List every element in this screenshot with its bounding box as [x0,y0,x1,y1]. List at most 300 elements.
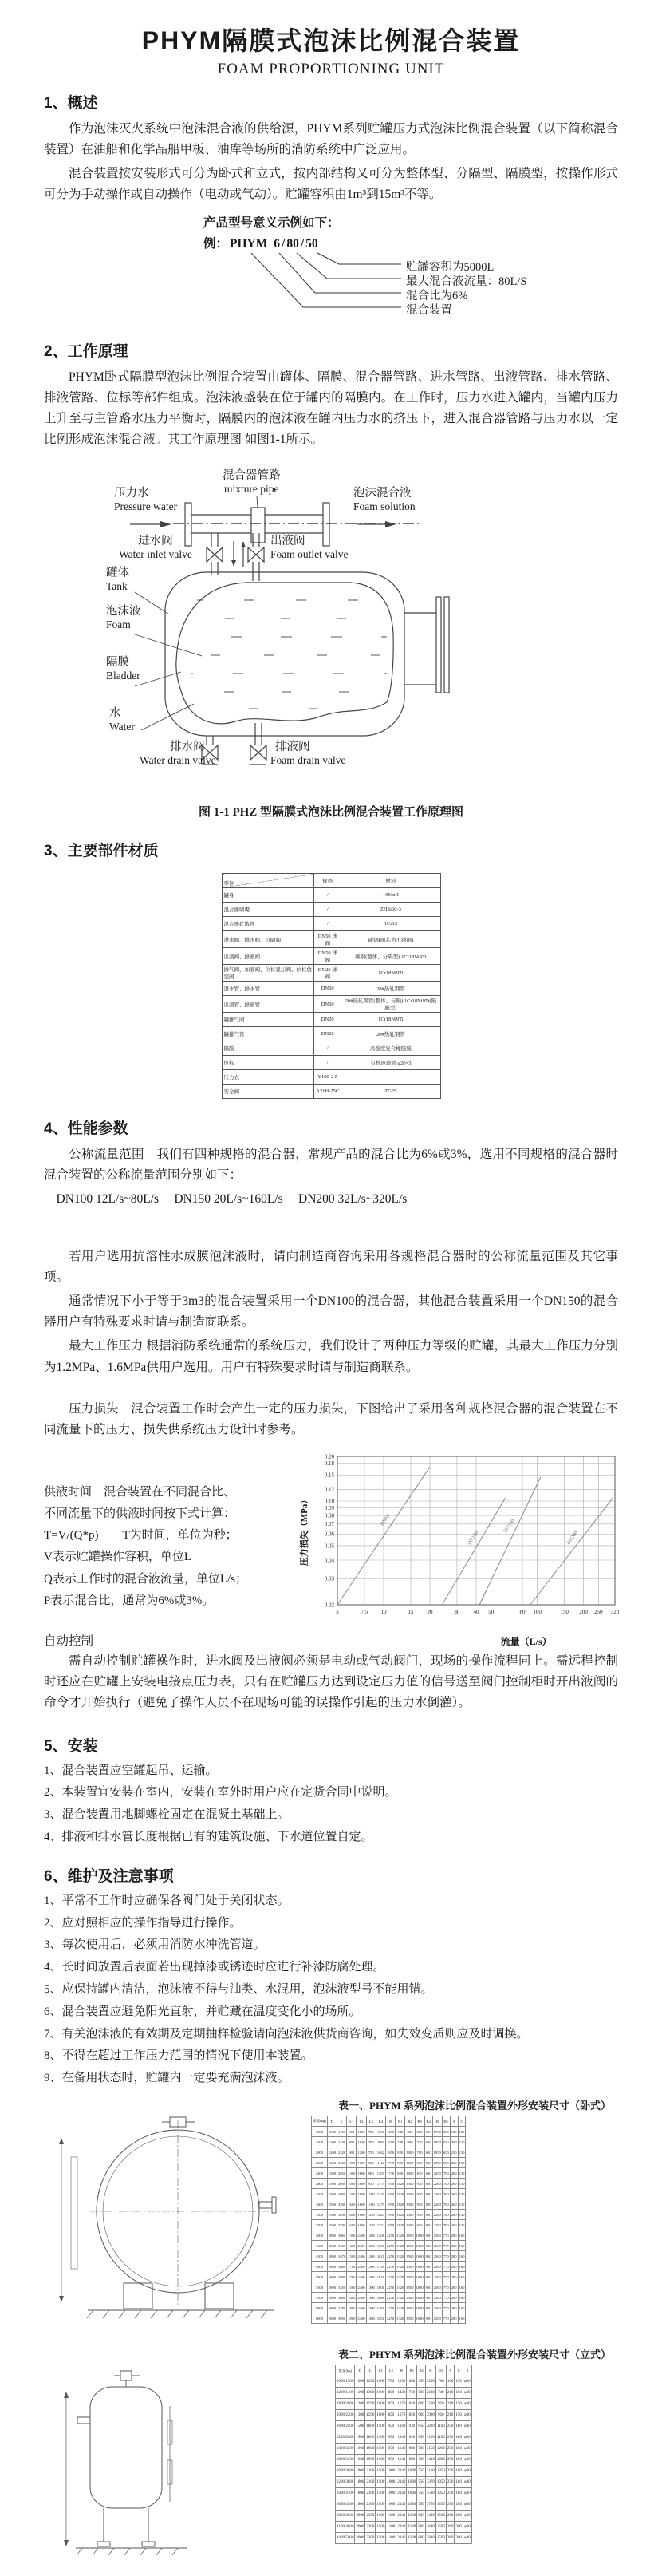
table-cell: 200 [450,2137,458,2147]
table-cell: 950 [424,2272,432,2282]
table-cell: 2400 [357,2262,366,2272]
bladder-outline [176,583,393,724]
table-cell: 4100/4800 [336,2522,355,2533]
table-cell: 1500 [376,2511,386,2522]
list-item: 1、混合装置应空罐起吊、运输。 [44,1764,218,1777]
table-row [222,1013,440,1027]
mixture-pipe-en: mixture pipe [223,483,279,496]
table-cell: 1590 [365,2410,376,2421]
table-cell: φ30 [463,2522,471,2533]
table-row [222,1041,440,1056]
table-cell: 2250 [385,2241,395,2251]
table-cell: 1200 [366,2241,376,2251]
table-cell: 700 [442,2189,450,2199]
bladder-cn: 隔膜 [106,656,129,670]
table-cell: 1080 [415,2241,424,2251]
model-label-volume: 贮罐容积为5000L [406,261,495,275]
table-cell: 3150 [425,2444,435,2455]
table-cell: 3160 [425,2466,435,2477]
table-cell: 800 [417,2533,426,2544]
table-cell: 1307 [376,2168,385,2179]
table-cell: 210 [446,2399,455,2410]
table-cell: 130 [458,2179,466,2189]
table-cell: 800 [417,2511,426,2522]
column-header: B [385,2116,395,2127]
table-cell: 3780 [425,2499,435,2511]
table-cell: 2140 [396,2488,407,2499]
table-cell [341,1070,440,1085]
section-5-heading: 5、安装 [44,1737,98,1755]
table-cell: 770 [442,2272,450,2282]
table-cell: 950 [386,2421,396,2432]
column-header: H [425,2365,435,2376]
svg-text:40: 40 [473,1608,479,1615]
svg-text:0.12: 0.12 [324,1486,334,1493]
table-cell: 2250 [385,2262,395,2272]
table-cell: 2250 [385,2251,395,2262]
table-cell: 1200 [366,2262,376,2272]
table-cell: 1800 [327,2230,337,2241]
table-cell: φ30 [463,2511,471,2522]
table-cell: 6000 [312,2313,328,2324]
table-cell: 1686 [376,2293,385,2303]
table-cell: 1800 [355,2499,365,2511]
table-cell: 650 [417,2421,426,2432]
table-row [336,2399,472,2410]
page-subtitle: FOAM PROPORTIONING UNIT [217,61,445,77]
table-cell: 2900 [337,2189,347,2199]
table-cell: 110 [455,2376,463,2388]
table-cell: 16MnR [341,888,440,903]
table-cell: 1600 [357,2189,366,2199]
table-cell: 1000 [386,2488,396,2499]
s4-paragraph-pressure-loss: 压力损失 混合装置工作时会产生一定的压力损失，下图给出了采用各种规格混合器的混合装置在不同流量下的压力、损失供系统压力设计时参考。 [44,1401,618,1436]
table-cell: 1611 [376,2251,385,2262]
table-cell: 1500 [327,2189,337,2199]
table-cell: 1000 [376,2376,386,2388]
table-cell: 出液管、排液管 [222,996,314,1013]
column-header: L2 [386,2365,396,2376]
table-cell: 1800 [365,2432,376,2444]
table-cell: 3450 [337,2282,347,2293]
table-cell: 1600 [347,2220,357,2230]
installation-items [44,1762,618,1847]
table-cell: φ30 [463,2432,471,2444]
table-cell: 1800 [327,2282,337,2293]
table-cell: 830 [415,2168,424,2179]
table-cell: 1329 [376,2189,385,2199]
table-cell: 130 [458,2220,466,2230]
table-cell: 850 [386,2410,396,2421]
column-header: B1 [396,2116,405,2127]
label-tank [106,567,129,593]
table-cell: 5300 [312,2282,328,2293]
table-cell: 3500 [312,2210,328,2220]
table-cell: 1000 [386,2466,396,2477]
table-cell: 2000/2500 [336,2421,355,2432]
table-cell: 3200/3800 [336,2477,355,2488]
table-cell: 130 [458,2158,466,2168]
table-cell: 950 [435,2399,446,2410]
table-cell: 1900/2200 [336,2410,355,2421]
table-cell: 1200 [327,2147,337,2158]
table-cell: 800 [386,2388,396,2399]
table-cell: 1600 [357,2199,366,2210]
table-cell: 1851 [376,2313,385,2324]
section-2-paragraph: PHYM卧式隔膜型泡沫比例混合装置由罐体、隔膜、混合器管路、进水管路、出液管路、排水管路、排液管路、位标等部件组成。泡沫液盛装在位于罐内的隔膜内。在工作时，压力水进入罐内，当罐内压力上升至与主管路水压力平衡时，隔膜内的泡沫液在罐内压力水的挤压下，进入混合器管路与压力水以一定比例形成泡沫混合液。其工作原理图 如图1-1所示。 [44,370,618,447]
table-cell: 260 [450,2199,458,2210]
svg-text:0.20: 0.20 [324,1452,334,1460]
table-cell: 1300 [405,2220,415,2230]
table-cell: 1500 [327,2179,337,2189]
table-cell: 1500 [327,2199,337,2210]
table-cell: 1000 [327,2127,337,2137]
table-row [336,2444,472,2455]
table-row [312,2230,466,2241]
column-header: L2 [357,2116,366,2127]
vertical-tank-drawing [44,2365,219,2560]
svg-text:0.09: 0.09 [324,1504,334,1511]
table-cell: 1100 [355,2388,365,2399]
table-row [336,2421,472,2432]
section-1-paragraph-2: 混合装置按安装形式可分为卧式和立式，按内部结构又可分为整体型、分隔型、隔膜型，按操作形式可分为手动操作或自动操作（电动或气动）。贮罐容积由1m³到15m³不等。 [44,167,618,202]
table-cell: 1800 [355,2488,365,2499]
table-cell: 1550 [385,2137,395,2147]
table-cell: 1700 [347,2272,357,2282]
table-cell: 2560 [432,2293,442,2303]
table-cell: 2260 [432,2210,442,2220]
column-header: L4 [376,2116,385,2127]
table-cell: 2340 [396,2511,407,2522]
table-cell: 2400 [357,2313,366,2324]
table-cell: 250 [446,2444,455,2455]
water-drain-valve-en: Water drain valve [140,754,216,767]
table-cell: 200 [455,2522,463,2533]
label-mixture-pipe [223,469,281,496]
table-cell: 1000 [347,2158,357,2168]
table-cell: 930 [415,2220,424,2230]
table-cell: 1300 [327,2168,337,2179]
column-header: C [458,2116,466,2127]
foam-outlet-valve-symbol [248,547,264,562]
label-bladder [106,656,140,682]
table-cell: 820 [396,2158,405,2168]
table-cell: 1774 [376,2220,385,2230]
table-cell: 3410 [425,2455,435,2466]
table-cell: 250 [446,2455,455,2466]
table-cell: 罐身 [222,888,314,903]
table-cell: 600 [417,2410,426,2421]
table-cell: 1600 [357,2220,366,2230]
table-cell: 2000 [355,2522,365,2533]
table-cell: 2100 [365,2499,376,2511]
table-cell: φ30 [463,2499,471,2511]
table-cell: 5500 [312,2293,328,2303]
model-sep-2: / [300,237,305,251]
table-cell: φ30 [463,2376,471,2388]
table-cell: 750 [417,2466,426,2477]
table-cell: 2560 [432,2282,442,2293]
table-cell: 1350 [435,2477,446,2488]
table-cell: 930 [415,2210,424,2220]
table-cell: 有机玻璃管 φ20×3 [341,1056,440,1070]
mixture-pipe-cn: 混合器管路 [223,469,281,483]
table-cell: / [314,917,341,931]
list-item: 3、混合装置用地脚螺栓固定在混凝土基础上。 [44,1808,290,1822]
dimension-table-horizontal [311,2116,466,2324]
table-cell: 3490 [337,2210,347,2220]
table-cell: 950 [424,2251,432,2262]
table-cell: 1950 [385,2189,395,2199]
table-cell: 5800 [312,2303,328,2313]
list-item: T=V/(Q*p) T为时间，单位为秒； [44,1529,238,1543]
column-header: 材料 [341,874,440,888]
model-label-device: 混合装置 [406,304,452,318]
s4-paragraph-flow-range: 公称流量范围 我们有四种规格的混合器，常规产品的混合比为6%或3%，选用不同规格的混合器时混合装置的公称流量范围分别如下： [44,1148,618,1183]
svg-text:80: 80 [519,1608,526,1615]
table-cell: 770 [442,2241,450,2251]
column-header: L3 [366,2116,376,2127]
svg-text:15: 15 [408,1608,414,1615]
table-cell: 1950 [385,2210,395,2220]
table-cell: 160 [458,2230,466,2241]
svg-text:320: 320 [610,1608,620,1615]
list-item: 2、本装置宜安装在室内，安装在室外时用户应在定货合同中说明。 [44,1786,397,1800]
svg-text:0.08: 0.08 [324,1511,334,1519]
foam-cn: 泡沫液 [106,605,141,618]
svg-text:7.5: 7.5 [361,1608,368,1615]
table-cell: 1300 [347,2168,357,2179]
table-cell: 1080 [407,2477,417,2488]
table-cell: 1500 [376,2477,386,2488]
table-cell: 1670 [396,2399,407,2410]
table-cell: 700 [366,2137,376,2147]
table-cell: 930 [407,2432,417,2444]
table-cell: 2850 [337,2168,347,2179]
table-cell: 1100 [366,2189,376,2199]
table-cell: 1080 [415,2282,424,2293]
table-cell: 1200 [355,2399,365,2410]
table-cell: 1100 [357,2127,366,2137]
table-cell: 950 [424,2262,432,2272]
column-header: d [463,2365,471,2376]
table-cell: A21H-25C [314,1085,341,1099]
table-row [312,2179,466,2189]
vertical-unit-row [44,2365,618,2560]
table-cell: 800 [424,2179,432,2189]
table-row [336,2466,472,2477]
foam-drain-valve-en: Foam drain valve [270,754,346,767]
table-cell: 650 [442,2147,450,2158]
table-cell: 2260 [432,2179,442,2189]
table-cell: 2250 [385,2272,395,2282]
table-cell: 1600 [357,2158,366,2168]
table-cell: 2000 [355,2511,365,2522]
table-cell: 230 [450,2147,458,2158]
table-cell: 650 [417,2432,426,2444]
table-cell: 930 [407,2421,417,2432]
table-cell: 1080 [415,2251,424,2262]
table-cell: 1500 [405,2251,415,2262]
label-water-drain-valve [140,741,216,767]
table-row [336,2410,472,2421]
tank-outline [165,572,404,736]
page-title: PHYM隔膜式泡沫比例混合装置 [141,26,521,55]
table-cell: 770 [442,2282,450,2293]
table-cell: 4000 [312,2230,328,2241]
table-cell: 隔膜 [222,1041,314,1056]
table-cell: 750 [366,2147,376,2158]
table-cell: φ30 [463,2410,471,2421]
table-cell: 1670 [396,2410,407,2421]
model-seg-ratio: 6 [274,237,280,251]
table-cell: 900 [405,2137,415,2147]
table-cell: 20#热轧钢管 [341,1027,440,1041]
table-cell: 160 [458,2313,466,2324]
column-header: L [365,2365,376,2376]
table-cell: 2560 [432,2303,442,2313]
table-cell: 900 [366,2158,376,2168]
table-cell: 2820 [425,2421,435,2432]
table-cell: 260 [446,2533,455,2544]
table-cell: 180 [455,2421,463,2432]
series-label: DN65 [379,1512,392,1527]
label-foam-drain-valve [270,741,345,767]
table-cell: 1100 [435,2421,446,2432]
table-cell: 1300 [405,2210,415,2220]
table-cell: 3000/3600 [336,2466,355,2477]
table-cell: 700 [347,2127,357,2137]
svg-text:0.10: 0.10 [324,1497,334,1504]
table-cell: 1506 [376,2241,385,2251]
table-cell: 160 [458,2251,466,2262]
table-cell: 950 [386,2432,396,2444]
table-cell: 1180 [407,2522,417,2533]
table-cell: 950 [424,2293,432,2303]
table-cell: 2990 [425,2410,435,2421]
table-cell: DN50 [314,996,341,1013]
table-cell: 5000 [312,2272,328,2282]
table-cell: ZG25 [341,1085,440,1099]
table-cell: 800 [347,2137,357,2147]
table-cell: φ30 [463,2477,471,2488]
table-row [312,2282,466,2293]
table-cell: 1200 [435,2455,446,2466]
table-cell: 2250 [385,2230,395,2241]
table-cell: 730 [407,2388,417,2399]
table-cell: 160 [458,2303,466,2313]
table-cell: φ30 [463,2466,471,2477]
svg-text:250: 250 [594,1608,603,1615]
table-row [222,1070,440,1085]
table-cell: 160 [458,2241,466,2251]
table-cell: 800 [417,2522,426,2533]
table-cell: 680 [415,2127,424,2137]
table-cell: 1500 [376,2522,386,2533]
table-cell: 2100 [365,2466,376,2477]
model-example-code [203,234,320,251]
table-cell: 730 [415,2137,424,2147]
foam-drain-valve-symbol [250,745,266,760]
list-item: 1、平常不工作时应确保各阀门处于关闭状态。 [44,1894,290,1907]
water-inlet-valve-symbol [207,547,223,562]
table-row [222,965,440,982]
table-cell: 800 [424,2189,432,2199]
tank-en: Tank [106,580,128,593]
level-gauge [436,597,441,693]
table-cell: 1600 [347,2293,357,2303]
table-cell: 1300 [355,2410,365,2421]
water-inlet-valve-en: Water inlet valve [119,548,192,561]
model-number-diagram [203,213,618,326]
table-cell: 罐排气阀 [222,1013,314,1027]
svg-text:20: 20 [427,1608,433,1615]
table-cell: 罐排气管 [222,1027,314,1041]
table-cell: 2400 [357,2241,366,2251]
table-cell: 出液阀、排液阀 [222,948,314,965]
table-cell: Y100-2.5 [314,1070,341,1085]
table-cell: 1950 [432,2147,442,2158]
table-row [336,2432,472,2444]
table-cell: 180 [455,2488,463,2499]
chart-svg [299,1448,622,1650]
table-cell: 900 [366,2168,376,2179]
model-example-intro: 产品型号意义示例如下： [203,216,340,231]
column-header: H1 [442,2116,450,2127]
table-row [336,2388,472,2399]
table-cell: 4800 [312,2262,328,2272]
table-cell: 450 [417,2376,426,2388]
table-cell: 1406 [376,2230,385,2241]
table-cell: 2260 [432,2220,442,2230]
table-cell: 180 [455,2499,463,2511]
table-row [312,2241,466,2251]
table-cell: 2100 [365,2477,376,2488]
y-axis-label: 压力损失（MPa） [300,1495,309,1566]
table-cell: / [314,888,341,903]
table-cell: 2400 [357,2293,366,2303]
table-cell: 2100 [365,2488,376,2499]
table-cell: 1200 [357,2147,366,2158]
svg-text:0.18: 0.18 [324,1460,334,1467]
table-cell: DN20 球阀 [314,965,341,982]
table-cell: 1600 [355,2455,365,2466]
series-label: DN200 [565,1530,580,1546]
table-cell: 800 [424,2220,432,2230]
label-foam [106,605,141,631]
table-cell: 1179 [376,2179,385,2189]
table-cell: 1500 [435,2522,446,2533]
table-cell: 1816 [376,2272,385,2282]
column-header: H [432,2116,442,2127]
table-cell: 150 [455,2410,463,2421]
table-cell: 700 [442,2179,450,2189]
column-header: A [450,2116,458,2127]
table-cell: φ30 [463,2399,471,2410]
table-cell: 2300 [365,2533,376,2544]
x-axis-label: 流量（L/s） [500,1635,552,1647]
table-cell: 1000/1200 [336,2376,355,2388]
table-row [336,2499,472,2511]
table-cell: 1300 [366,2282,376,2293]
table-cell: 1100 [386,2522,396,2533]
table-cell: 碳钢(阀芯为不锈钢) [341,931,440,948]
section-1-paragraph-1: 作为泡沫灭火系统中泡沫混合液的供给源，PHYM系列贮罐压力式泡沫比例混合装置（以下简称混合装置）在油船和化学品船甲板、油库等场所的消防系统中广泛应用。 [44,122,618,157]
table-cell: 160 [458,2272,466,2282]
table-cell: 1300 [366,2303,376,2313]
table-cell: 250 [446,2488,455,2499]
table-cell: 2050 [432,2168,442,2179]
